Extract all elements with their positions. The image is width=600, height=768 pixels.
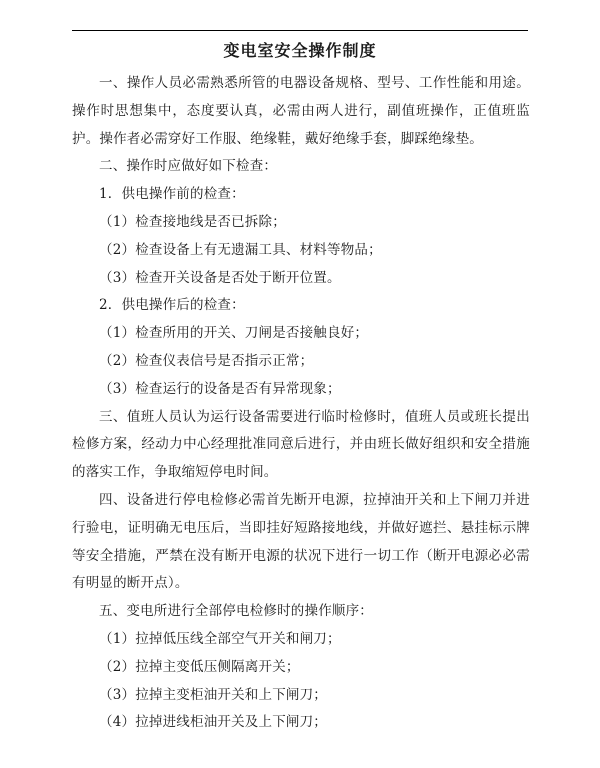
list-item: （1）检查接地线是否已拆除； [99,213,286,230]
document-body [72,70,530,737]
list-item: （1）拉掉低压线全部空气开关和闸刀； [99,630,341,647]
list-item: （2）检查仪表信号是否指示正常； [99,352,314,369]
subheading-1: 1．供电操作前的检查： [99,186,245,203]
list-item: （3）检查开关设备是否处于断开位置。 [99,269,341,286]
list-item: （2）检查设备上有无遗漏工具、材料等物品； [99,241,382,258]
paragraph-4: 四、设备进行停电检修必需首先断开电源，拉掉油开关和上下闸刀并进行验电，证明确无电压后，当即挂好短路接地线，并做好遮拦、悬挂标示牌等安全措施，严禁在没有断开电源的状况下进行一切工作（断开电源必必需有明显的断开点）。 [72,491,530,592]
list-item: （4）拉掉进线柜油开关及上下闸刀； [99,714,327,731]
paragraph-3: 三、值班人员认为运行设备需要进行临时检修时，值班人员或班长提出检修方案，经动力中心经理批准同意后进行，并由班长做好组织和安全措施的落实工作，争取缩短停电时间。 [72,408,530,481]
paragraph-2: 二、操作时应做好如下检查： [99,158,278,175]
paragraph-1: 一、操作人员必需熟悉所管的电器设备规格、型号、工作性能和用途。操作时思想集中，态度要认真，必需由两人进行，副值班操作，正值班监护。操作者必需穿好工作服、绝缘鞋，戴好绝缘手套，脚踩绝缘垫。 [72,75,530,147]
header-rule [72,30,528,31]
list-item: （3）拉掉主变柜油开关和上下闸刀； [99,686,327,703]
page-title: 变电室安全操作制度 [223,41,377,60]
list-item: （2）拉掉主变低压侧隔离开关； [99,658,300,675]
list-item: （3）检查运行的设备是否有异常现象； [99,380,341,397]
list-item: （1）检查所用的开关、刀闸是否接触良好； [99,325,369,342]
subheading-2: 2．供电操作后的检查： [99,297,245,314]
paragraph-5: 五、变电所进行全部停电检修时的操作顺序： [99,603,373,620]
